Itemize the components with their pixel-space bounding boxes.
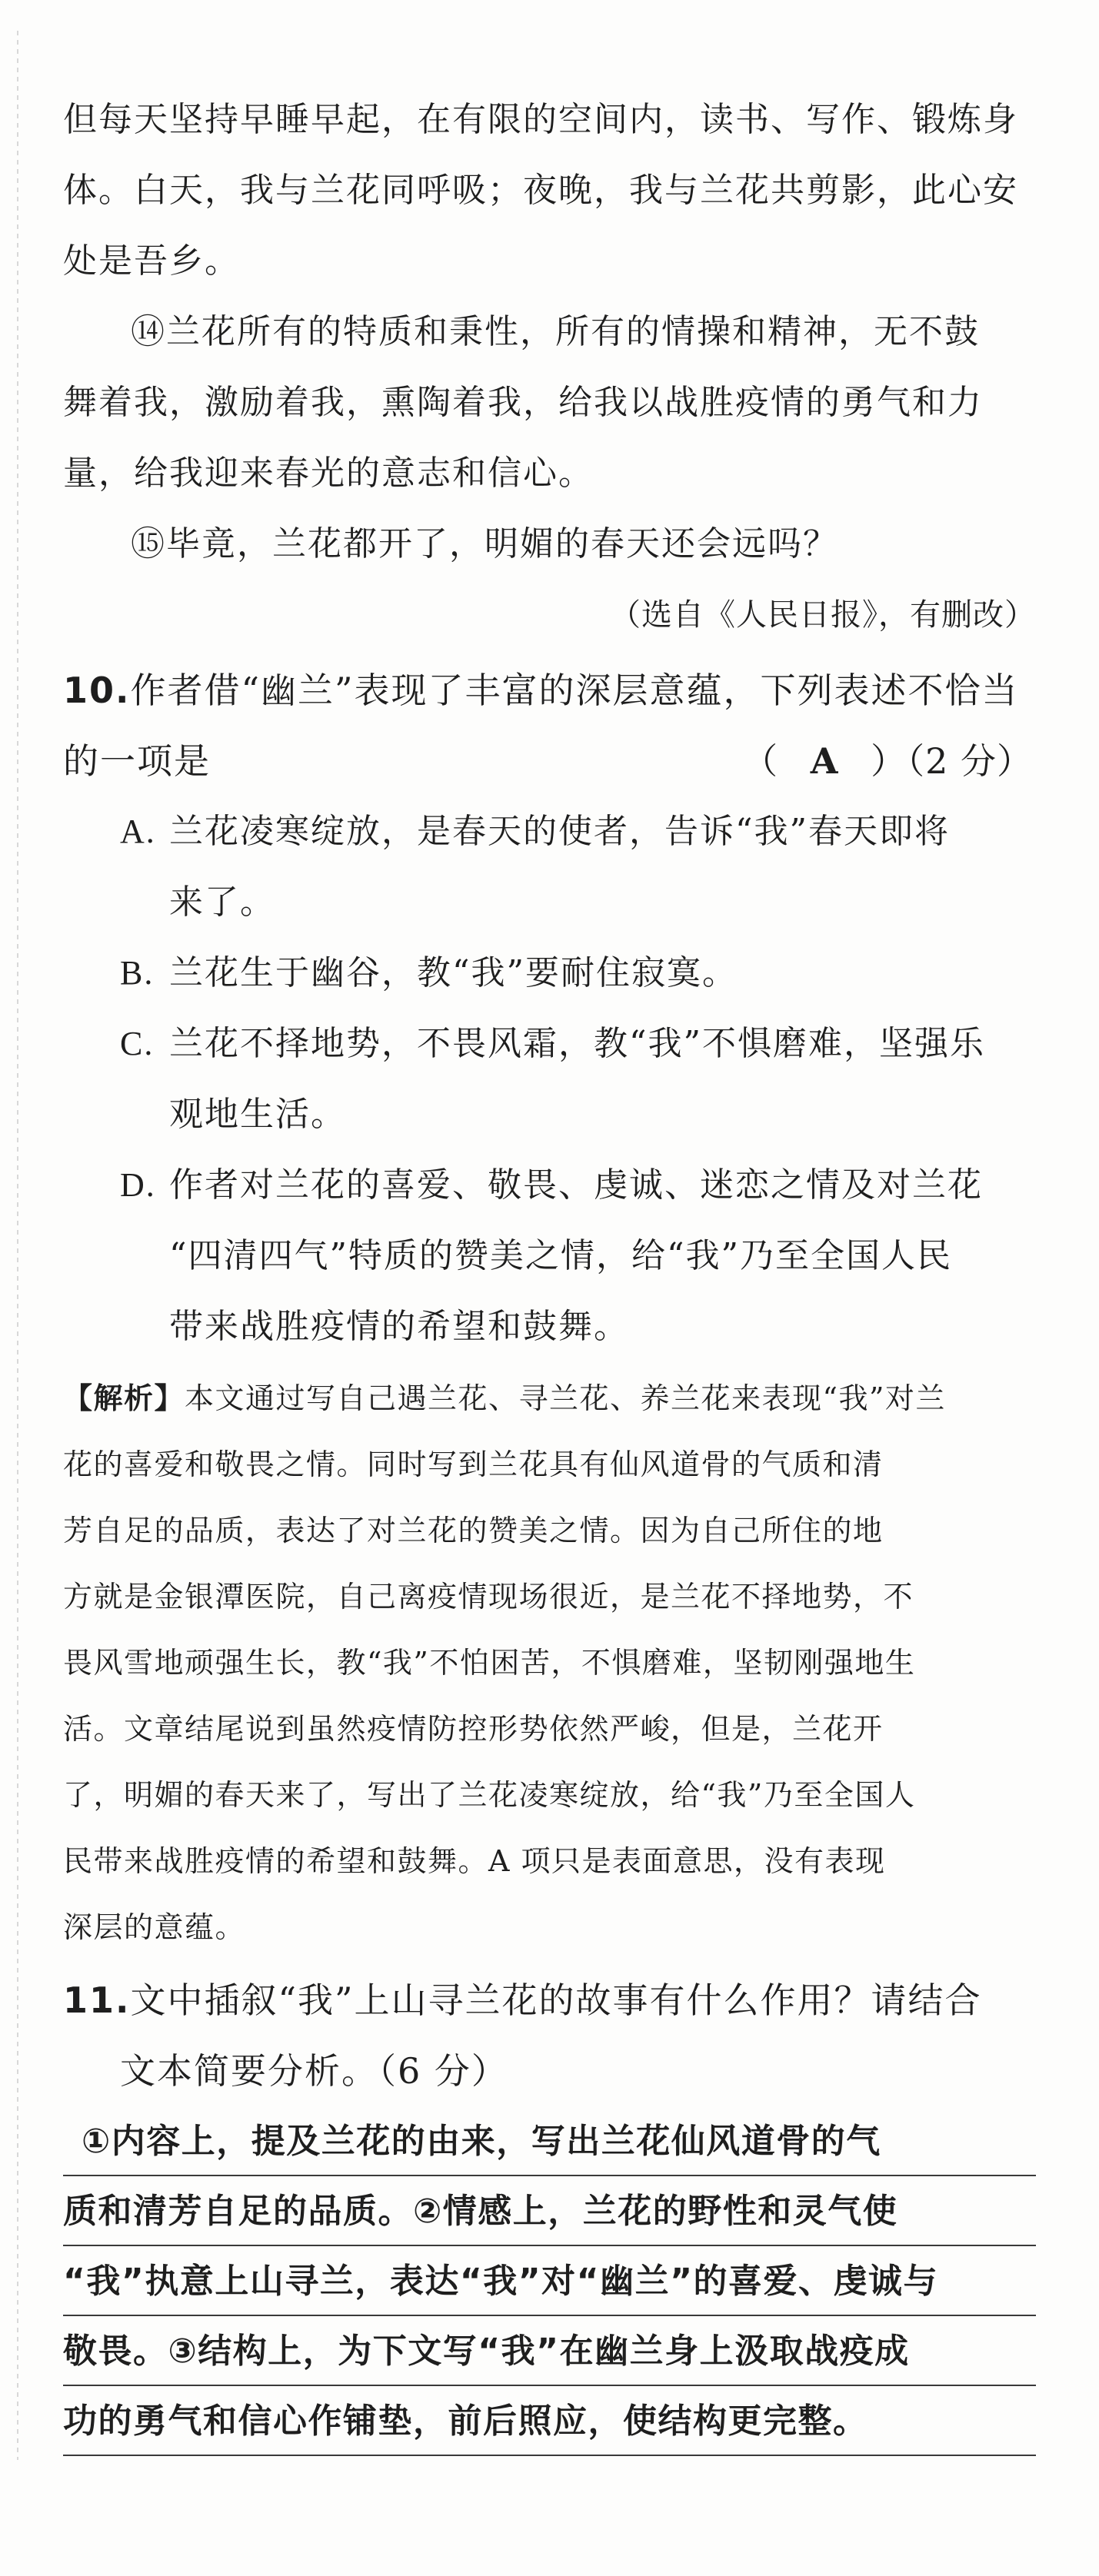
question-11-stem-line1	[63, 1965, 1036, 2036]
question-11-answer-area	[63, 2106, 1036, 2456]
option-letter: A.	[120, 813, 156, 850]
bracket-open: （	[742, 740, 779, 782]
option-text-line: 观地生活。	[169, 1095, 346, 1134]
option-text-line: 来了。	[169, 882, 275, 922]
text-line: 处是吾乡。	[63, 241, 240, 281]
option-text-line: 作者对兰花的喜爱、敬畏、虔诚、迷恋之情及对兰花	[169, 1165, 983, 1205]
analysis-line: 了，明媚的春天来了，写出了兰花凌寒绽放，给“我”乃至全国人	[63, 1778, 916, 1812]
chosen-answer: A	[810, 740, 839, 782]
question-10-analysis	[63, 1365, 1036, 1960]
analysis-line: 芳自足的品质，表达了对兰花的赞美之情。因为自己所住的地	[63, 1514, 884, 1547]
option-text-line: 兰花凌寒绽放，是春天的使者，告诉“我”春天即将	[169, 812, 950, 851]
option-letter: D.	[120, 1166, 156, 1204]
analysis-line: 花的喜爱和敬畏之情。同时写到兰花具有仙风道骨的气质和清	[63, 1448, 884, 1481]
question-11	[63, 1965, 1036, 2106]
text-line: ⑭兰花所有的特质和秉性，所有的情操和精神，无不鼓	[131, 312, 980, 351]
analysis-line: 活。文章结尾说到虽然疫情防控形势依然严峻，但是，兰花开	[63, 1712, 884, 1746]
option-c	[63, 1009, 1036, 1150]
answer-line: “我”执意上山寻兰，表达“我”对“幽兰”的喜爱、虔诚与	[63, 2246, 1036, 2316]
answer-line: 敬畏。③结构上，为下文写“我”在幽兰身上汲取战疫成	[63, 2316, 1036, 2386]
answer-line: 质和清芳自足的品质。②情感上，兰花的野性和灵气使	[63, 2176, 1036, 2246]
option-text-line: 兰花不择地势，不畏风霜，教“我”不惧磨难，坚强乐	[169, 1024, 985, 1063]
question-stem: 文中插叙“我”上山寻兰花的故事有什么作用？请结合	[130, 1979, 982, 2021]
question-10-stem-line1	[63, 655, 1036, 726]
question-stem: 作者借“幽兰”表现了丰富的深层意蕴，下列表述不恰当	[130, 670, 1019, 711]
analysis-line: 民带来战胜疫情的希望和鼓舞。A 项只是表面意思，没有表现	[63, 1844, 886, 1878]
answer-bracket	[742, 726, 1036, 796]
passage-paragraph-14	[63, 297, 1036, 509]
passage-source: （选自《人民日报》，有删改）	[610, 597, 1036, 633]
option-text-line: 带来战胜疫情的希望和鼓舞。	[169, 1307, 629, 1346]
question-number: 11.	[63, 1979, 131, 2021]
option-b	[63, 938, 1036, 1009]
answer-line: 功的勇气和信心作铺垫，前后照应，使结构更完整。	[63, 2386, 1036, 2456]
text-line: 但每天坚持早睡早起，在有限的空间内，读书、写作、锻炼身	[63, 100, 1018, 139]
passage-paragraph-15: ⑮毕竟，兰花都开了，明媚的春天还会远吗？	[131, 524, 838, 563]
passage-paragraph-13-tail	[63, 85, 1036, 297]
option-text-line: “四清四气”特质的赞美之情，给“我”乃至全国人民	[169, 1236, 952, 1275]
page-content	[63, 85, 1036, 2456]
analysis-tag: 【解析】	[63, 1381, 185, 1415]
option-d	[63, 1150, 1036, 1362]
question-number: 10.	[63, 670, 131, 711]
dotted-margin-rule	[17, 31, 18, 2460]
analysis-line	[63, 1365, 1036, 1431]
analysis-line: 深层的意蕴。	[63, 1910, 246, 1944]
option-letter: B.	[120, 954, 155, 992]
text-line: 量，给我迎来春光的意志和信心。	[63, 454, 594, 493]
option-letter: C.	[120, 1025, 155, 1062]
option-text-line: 兰花生于幽谷，教“我”要耐住寂寞。	[169, 953, 738, 992]
question-stem-continued: 的一项是	[63, 740, 211, 782]
bracket-close-score: ）（2 分）	[871, 740, 1033, 782]
answer-line: ①内容上，提及兰花的由来，写出兰花仙风道骨的气	[63, 2106, 1036, 2176]
question-10	[63, 655, 1036, 796]
question-10-stem-line2	[63, 726, 1036, 796]
analysis-text: 本文通过写自己遇兰花、寻兰花、养兰花来表现“我”对兰	[185, 1381, 946, 1415]
analysis-line: 方就是金银潭医院，自己离疫情现场很近，是兰花不择地势，不	[63, 1580, 914, 1614]
analysis-line: 畏风雪地顽强生长，教“我”不怕困苦，不惧磨难，坚韧刚强地生	[63, 1646, 916, 1680]
text-line: 体。白天，我与兰花同呼吸；夜晚，我与兰花共剪影，此心安	[63, 171, 1018, 210]
option-a	[63, 796, 1036, 938]
question-stem-continued: 文本简要分析。（6 分）	[120, 2050, 508, 2092]
text-line: 舞着我，激励着我，熏陶着我，给我以战胜疫情的勇气和力	[63, 383, 983, 422]
